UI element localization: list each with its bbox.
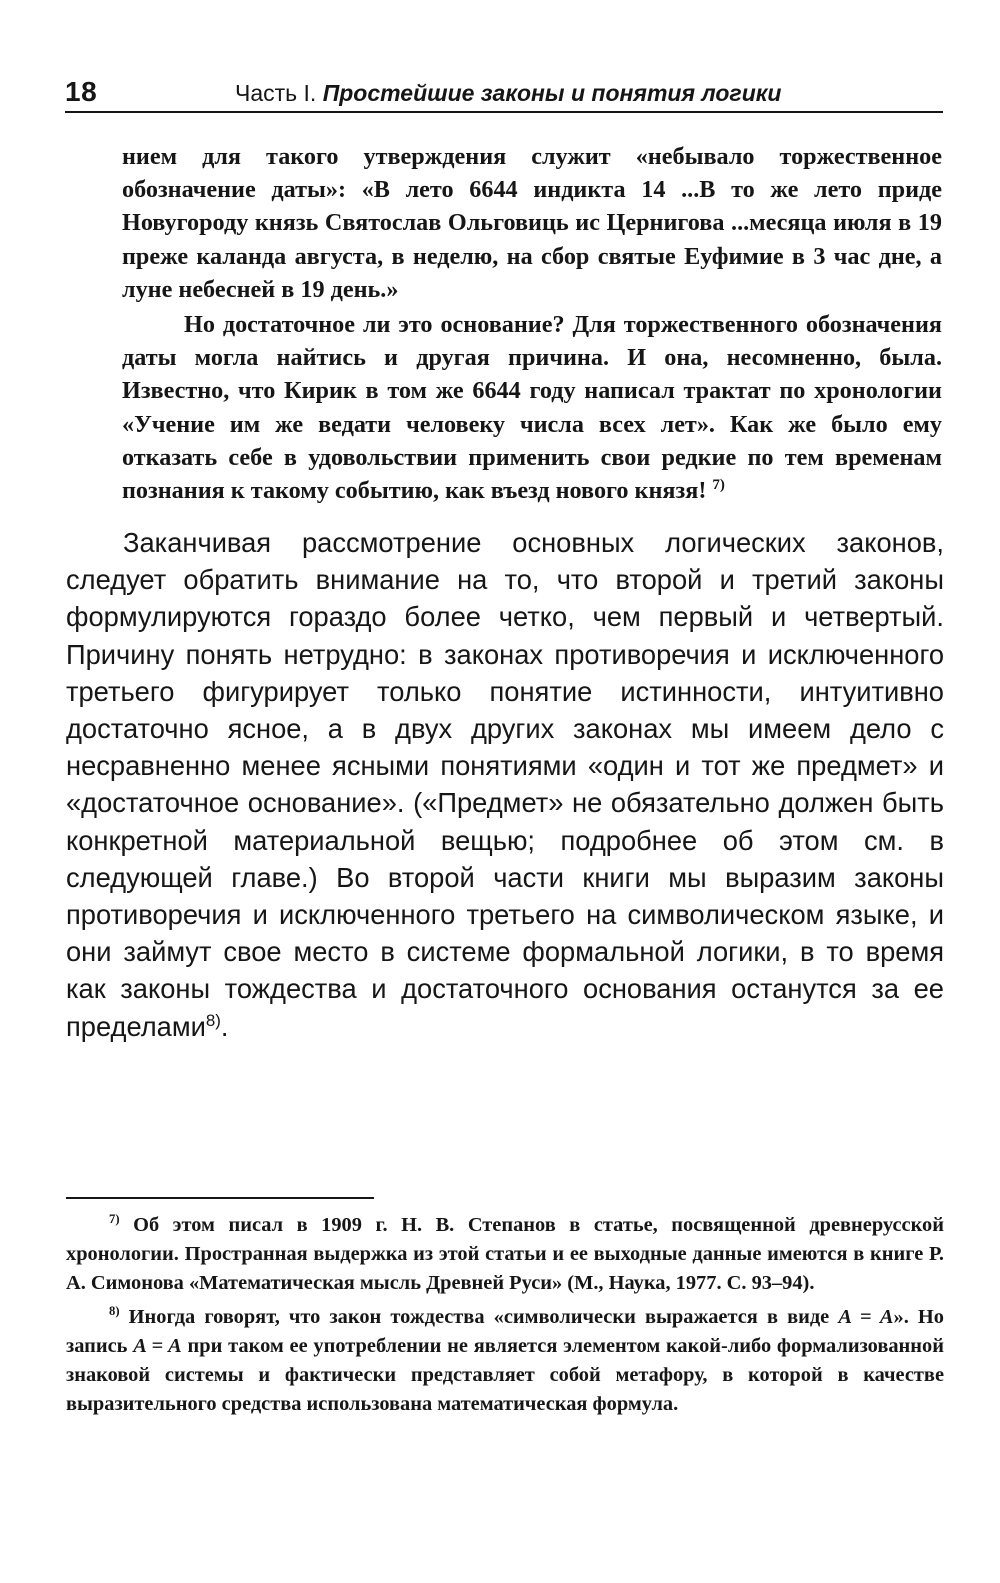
footnote-ref-7: 7): [712, 476, 725, 493]
main-body-text: [66, 524, 944, 1045]
footnote-ref-8: 8): [205, 1010, 221, 1030]
formula-a-equals-a: A = A: [838, 1305, 894, 1328]
main-paragraph: [66, 524, 944, 1045]
footnote-marker-7: 7): [109, 1212, 120, 1227]
paragraph-end-punctuation: .: [220, 1010, 229, 1042]
formula-a-equals-a-second: A = A: [133, 1334, 182, 1357]
page-number: 18: [65, 76, 98, 107]
footnote-separator: [66, 1197, 374, 1199]
footnote-8-text-before-formula: Иногда говорят, что закон тождества «символически выражается в виде: [128, 1305, 830, 1328]
footnote-marker-8: 8): [109, 1303, 120, 1318]
part-label: Часть I.: [235, 80, 317, 106]
footnote-8: [66, 1303, 944, 1420]
chapter-title: Простейшие законы и понятия логики: [322, 80, 782, 106]
quote-block: [122, 140, 942, 507]
quote-paragraph-2: [122, 308, 942, 507]
quote-paragraph-2-text: Но достаточное ли это основание? Для торжественного обозначения даты могла найтись и другая причина. И она, несомненно, была. Известно, что Кирик в том же 6644 году написал трактат по хронологии «Учение им же ведати человеку числа всех лет». Как же было ему отказать себе в удовольствии применить свои редкие по тем временам познания к такому событию, как въезд нового князя!: [122, 311, 942, 505]
footnote-8-text-between: ». Но запись: [66, 1305, 944, 1357]
header-rule: [65, 111, 943, 113]
main-paragraph-text: Заканчивая рассмотрение основных логических законов, следует обратить внимание на то, что второй и третий законы формулируются гораздо более четко, чем первый и четвертый. Причину понять нетрудно: в законах противоречия и исключенного третьего фигурирует только понятие истинности, интуитивно достаточно ясное, а в двух других законах мы имеем дело с несравненно менее ясными понятиями «один и тот же предмет» и «достаточное основание». («Предмет» не обязательно должен быть конкретной материальной вещью; подробнее об этом см. в следующей главе.) Во второй части книги мы выразим законы противоречия и исключенного третьего на символическом языке, и они займут свое место в системе формальной логики, в то время как законы тождества и достаточного основания останутся за ее пределами: [66, 527, 944, 1042]
footnote-8-text-after-formula: при таком ее употреблении не является элементом какой-либо формализованной знаковой системы и фактически представляет собой метафору, в которой в качестве выразительного средства использована математическая формула.: [66, 1334, 944, 1416]
footnotes: [66, 1211, 944, 1419]
footnote-7: [66, 1211, 944, 1299]
quote-paragraph-1: нием для такого утверждения служит «небывало торжественное обозначение даты»: «В лето 6644 индикта 14 ...В то же лето приде Новугороду князь Святослав Ольговиць ис Цернигова ...месяца июля в 19 преже каланда августа, в неделю, на сбор святые Еуфимие в 3 час дне, а луне небесней в 19 день.»: [122, 143, 942, 303]
footnote-7-text: Об этом писал в 1909 г. Н. В. Степанов в статье, посвященной древнерусской хронологии. Пространная выдержка из этой статьи и ее выходные данные имеются в книге Р. А. Симонова «Математическая мысль Древней Руси» (М., Наука, 1977. С. 93–94).: [66, 1214, 944, 1295]
running-head: [235, 80, 781, 107]
page-header: [65, 72, 943, 112]
